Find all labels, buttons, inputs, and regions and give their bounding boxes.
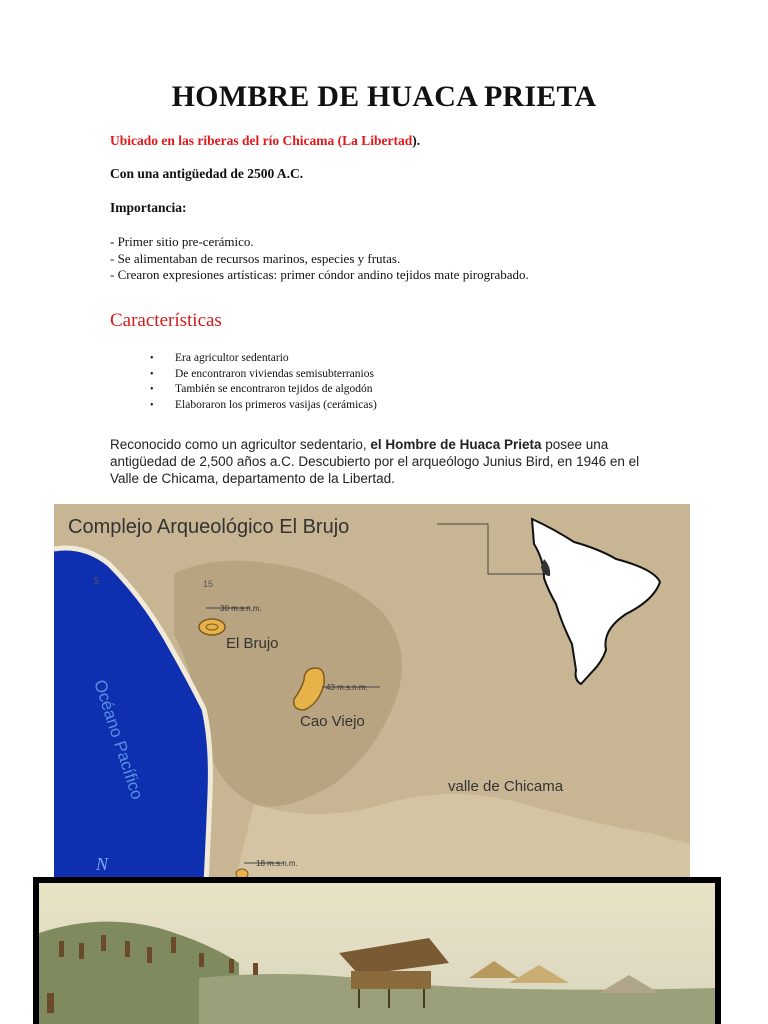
page-title: HOMBRE DE HUACA PRIETA [171, 80, 597, 113]
map-title: Complejo Arqueológico El Brujo [68, 516, 350, 538]
valley-label: valle de Chicama [448, 778, 564, 795]
village-illustration [33, 877, 721, 1024]
site3-elevation: 18 m.s.n.m. [256, 859, 298, 868]
intro-paragraph [110, 436, 670, 487]
characteristic-item: • Era agricultor sedentario [148, 351, 377, 367]
ocean-label: Océano Pacífico [90, 677, 147, 802]
cao-viejo-label: Cao Viejo [300, 713, 365, 730]
el-brujo-site-icon [199, 619, 225, 635]
illustration-graphic [39, 883, 715, 1024]
contour-label: 5 [94, 576, 100, 586]
paragraph-bold: el Hombre de Huaca Prieta [370, 437, 542, 452]
characteristic-item: • Elaboraron los primeros vasijas (cerámicas) [148, 398, 377, 414]
cao-viejo-elevation: 43 m.s.n.m. [326, 683, 368, 692]
el-brujo-label: El Brujo [226, 635, 279, 652]
characteristic-item: • También se encontraron tejidos de algodón [148, 382, 377, 398]
characteristics-list [148, 351, 377, 413]
location-line [110, 133, 420, 149]
age-line: Con una antigüedad de 2500 A.C. [110, 166, 304, 181]
importance-heading: Importancia: [110, 200, 187, 215]
contour-label: 15 [203, 579, 214, 589]
characteristics-heading: Características [110, 310, 222, 331]
importance-item: - Primer sitio pre-cerámico. [110, 234, 254, 249]
hut-wall [351, 971, 431, 989]
paragraph-end: posee una antigüedad de 2,500 años a.C. Descubierto por el arqueólogo Junius Bird, en 1946 en el Valle de Chicama, departamento de la Libertad. [110, 437, 640, 486]
importance-item: - Crearon expresiones artísticas: primer cóndor andino tejidos mate pirograbado. [110, 267, 529, 282]
characteristic-item: • De encontraron viviendas semisubterranios [148, 367, 377, 383]
north-icon: N [96, 854, 109, 874]
el-brujo-elevation: 30 m.s.n.m. [220, 604, 262, 613]
map-graphic [54, 504, 690, 884]
location-text: Ubicado en las riberas del río Chicama (La Libertad [110, 133, 413, 148]
site-map [54, 504, 690, 884]
location-suffix: ). [412, 133, 421, 148]
importance-item: - Se alimentaban de recursos marinos, especies y frutas. [110, 250, 401, 266]
importance-list [110, 234, 529, 284]
paragraph-start: Reconocido como un agricultor sedentario, [110, 437, 371, 452]
